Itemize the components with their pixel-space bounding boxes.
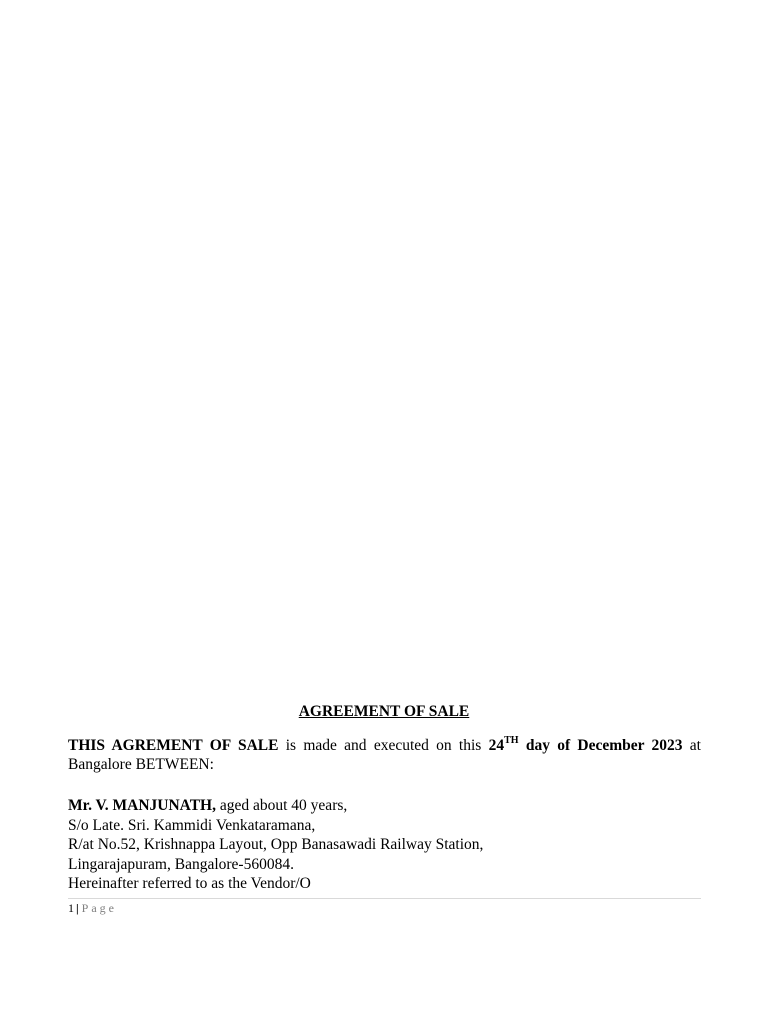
intro-paragraph (68, 736, 701, 774)
intro-lead: THIS AGREMENT OF SALE (68, 737, 279, 754)
vendor-relation: S/o Late. Sri. Kammidi Venkataramana, (68, 816, 316, 834)
intro-text-before-date: is made and executed on this (278, 737, 489, 754)
intro-text-after-date: at Bangalore BETWEEN: (68, 737, 701, 773)
vendor-address-line-2: Lingarajapuram, Bangalore-560084. (68, 855, 294, 873)
date-rest: day of December 2023 (518, 737, 683, 754)
agreement-date (488, 734, 683, 754)
vendor-referred-as: Hereinafter referred to as the Vendor/O (68, 875, 311, 892)
vendor-address-line-1: R/at No.52, Krishnappa Layout, Opp Banasawadi Railway Station, (68, 836, 484, 853)
page-number: 1 (68, 901, 74, 915)
date-day: 24 (488, 737, 505, 754)
vendor-name-line (68, 796, 708, 816)
vendor-details (68, 796, 708, 894)
footer-separator: | (76, 901, 79, 915)
page-label: Page (81, 901, 117, 915)
page-footer (68, 900, 117, 916)
footer-divider (68, 898, 701, 899)
vendor-name: Mr. V. MANJUNATH, (68, 797, 216, 814)
vendor-age: aged about 40 years, (215, 797, 348, 814)
date-day-suffix: TH (504, 734, 519, 746)
document-title: AGREEMENT OF SALE (298, 703, 470, 720)
